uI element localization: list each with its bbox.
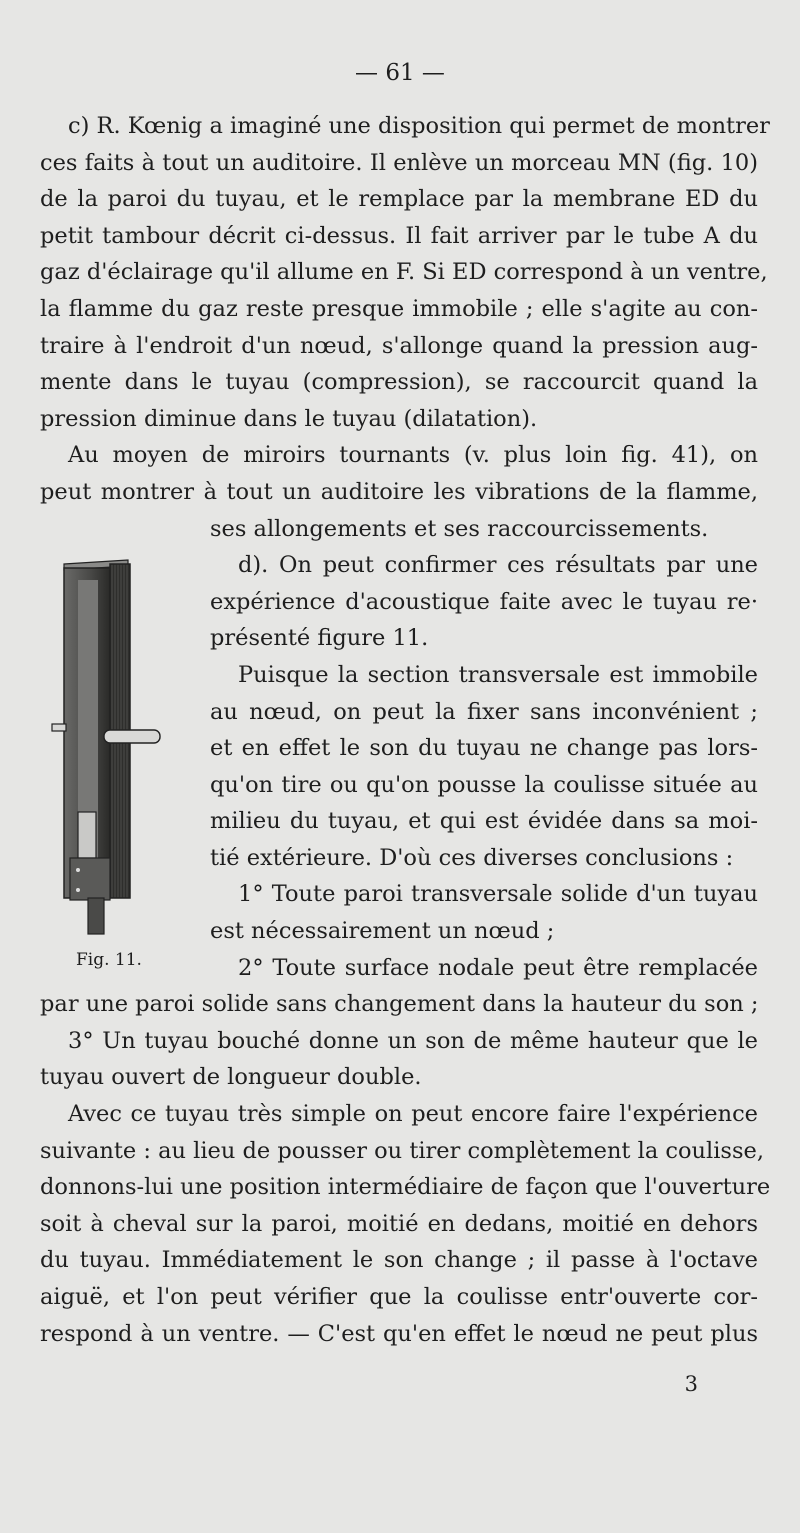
text-line: aiguë, et l'on peut vérifier que la coulisse entr'ouverte cor- <box>40 1284 758 1310</box>
text-line: respond à un ventre. — C'est qu'en effet le nœud ne peut plus <box>40 1320 758 1347</box>
text-line: la flamme du gaz reste presque immobile ; elle s'agite au con- <box>40 295 758 322</box>
text-line: peut montrer à tout un auditoire les vibrations de la flamme, <box>40 478 758 505</box>
text-line: au nœud, on peut la fixer sans inconvénient ; <box>210 698 758 725</box>
text-line: expérience d'acoustique faite avec le tuyau re· <box>210 588 758 615</box>
text-line: d). On peut confirmer ces résultats par une <box>238 552 758 579</box>
text-line: donnons-lui une position intermédiaire de façon que l'ouverture <box>40 1174 771 1201</box>
text-line: gaz d'éclairage qu'il allume en F. Si ED correspond à un ventre, <box>40 259 768 286</box>
signature-mark: 3 <box>684 1372 698 1396</box>
text-line: ses allongements et ses raccourcissements. <box>210 515 709 542</box>
text-line: traire à l'endroit d'un nœud, s'allonge quand la pression aug- <box>40 332 758 359</box>
text-line: petit tambour décrit ci-dessus. Il fait arriver par le tube A du <box>40 222 758 249</box>
figure-caption: Fig. 11. <box>76 950 142 970</box>
body-text <box>40 108 771 1352</box>
text-line: 2° Toute surface nodale peut être remplacée <box>238 954 758 981</box>
text-line: c) R. Kœnig a imaginé une disposition qui permet de montrer <box>68 113 770 139</box>
text-line: 1° Toute paroi transversale solide d'un tuyau <box>238 881 758 908</box>
text-line: tié extérieure. D'où ces diverses conclusions : <box>210 844 734 871</box>
text-line: ces faits à tout un auditoire. Il enlève un morceau MN (fig. 10) <box>40 149 758 176</box>
text-line: 3° Un tuyau bouché donne un son de même hauteur que le <box>68 1027 758 1054</box>
text-line: pression diminue dans le tuyau (dilatation). <box>40 405 538 432</box>
text-line: Avec ce tuyau très simple on peut encore faire l'expérience <box>68 1101 758 1128</box>
text-line: par une paroi solide sans changement dans la hauteur du son ; <box>40 991 759 1018</box>
page-number: — 61 — <box>355 60 445 86</box>
text-line: qu'on tire ou qu'on pousse la coulisse située au <box>210 771 758 798</box>
text-line: mente dans le tuyau (compression), se raccourcit quand la <box>40 369 758 396</box>
text-line: soit à cheval sur la paroi, moitié en dedans, moitié en dehors <box>40 1210 758 1237</box>
text-line: du tuyau. Immédiatement le son change ; il passe à l'octave <box>40 1247 758 1274</box>
text-line: de la paroi du tuyau, et le remplace par la membrane ED du <box>40 186 758 213</box>
text-line: Puisque la section transversale est immobile <box>238 661 758 688</box>
text-line: Au moyen de miroirs tournants (v. plus loin fig. 41), on <box>68 442 758 469</box>
text-line: milieu du tuyau, et qui est évidée dans sa moi- <box>210 808 758 835</box>
text-line: suivante : au lieu de pousser ou tirer complètement la coulisse, <box>40 1137 764 1164</box>
text-line: et en effet le son du tuyau ne change pas lors- <box>210 735 758 762</box>
text-line: est nécessairement un nœud ; <box>210 918 555 945</box>
text-line: tuyau ouvert de longueur double. <box>40 1064 422 1091</box>
text-line: présenté figure 11. <box>210 625 429 652</box>
